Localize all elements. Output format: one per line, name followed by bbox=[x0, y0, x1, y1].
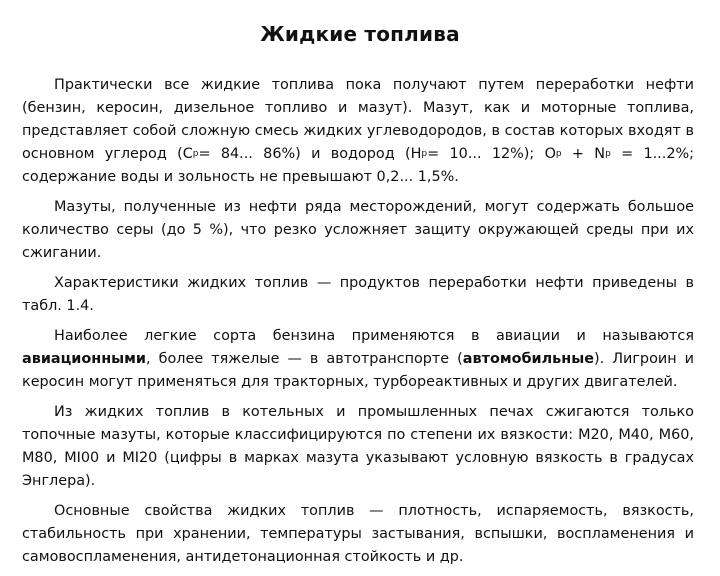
paragraph-fuel-oils: Из жидких топлив в котельных и промышленных печах сжигаются только топочные мазуты, которые классифицируются по степени их вязкости: М20, М40, М60, М80, МI00 и МI20 (цифры в марках мазута указывают условную вязкость в градусах Энглера). bbox=[22, 404, 694, 489]
paragraph-text: = 1...2%; содержание воды и зольность не превышают 0,2... 1,5%. bbox=[22, 146, 695, 185]
bold-term-aviation: авиационными bbox=[22, 351, 146, 367]
superscript-p: р bbox=[421, 149, 428, 159]
superscript-p: р bbox=[555, 149, 562, 159]
bold-term-automobile: автомобильные bbox=[462, 351, 594, 367]
paragraph-text: = 84... 86%) и водород (Н bbox=[198, 146, 422, 162]
paragraph-text: = 10... 12%); О bbox=[427, 146, 556, 162]
paragraph-text: Наиболее легкие сорта бензина применяются в авиации и называются bbox=[54, 328, 694, 344]
paragraph-gasoline bbox=[22, 325, 694, 394]
paragraph-properties: Основные свойства жидких топлив — плотность, испаряемость, вязкость, стабильность при хранении, температуры застывания, вспышки, воспламенения и самовоспламенения, антидетонационная стойкость и др. bbox=[22, 503, 694, 565]
page-title: Жидкие топлива bbox=[260, 22, 460, 46]
paragraph-text: Практически все жидкие топлива пока получают путем переработки нефти (бензин, керосин, дизельное топливо и мазут). Мазут, как и моторные топлива, представляет собой сложную смесь жидких углеводородов, в состав которых входят в основном углерод (С bbox=[22, 77, 694, 162]
paragraph-text: + N bbox=[561, 146, 606, 162]
paragraph-text: ). Лигроин и керосин могут применяться для тракторных, турбореактивных и других двигателей. bbox=[22, 351, 695, 390]
paragraph-characteristics: Характеристики жидких топлив — продуктов переработки нефти приведены в табл. 1.4. bbox=[22, 275, 694, 314]
paragraph-sulfur: Мазуты, полученные из нефти ряда месторождений, могут содержать большое количество серы (до 5 %), что резко усложняет защиту окружающей среды при их сжигании. bbox=[22, 199, 694, 261]
paragraph-composition bbox=[22, 74, 694, 189]
superscript-p: р bbox=[605, 149, 611, 159]
paragraph-text: , более тяжелые — в автотранспорте ( bbox=[146, 351, 463, 367]
superscript-p: р bbox=[192, 149, 199, 159]
body-text bbox=[22, 74, 694, 576]
